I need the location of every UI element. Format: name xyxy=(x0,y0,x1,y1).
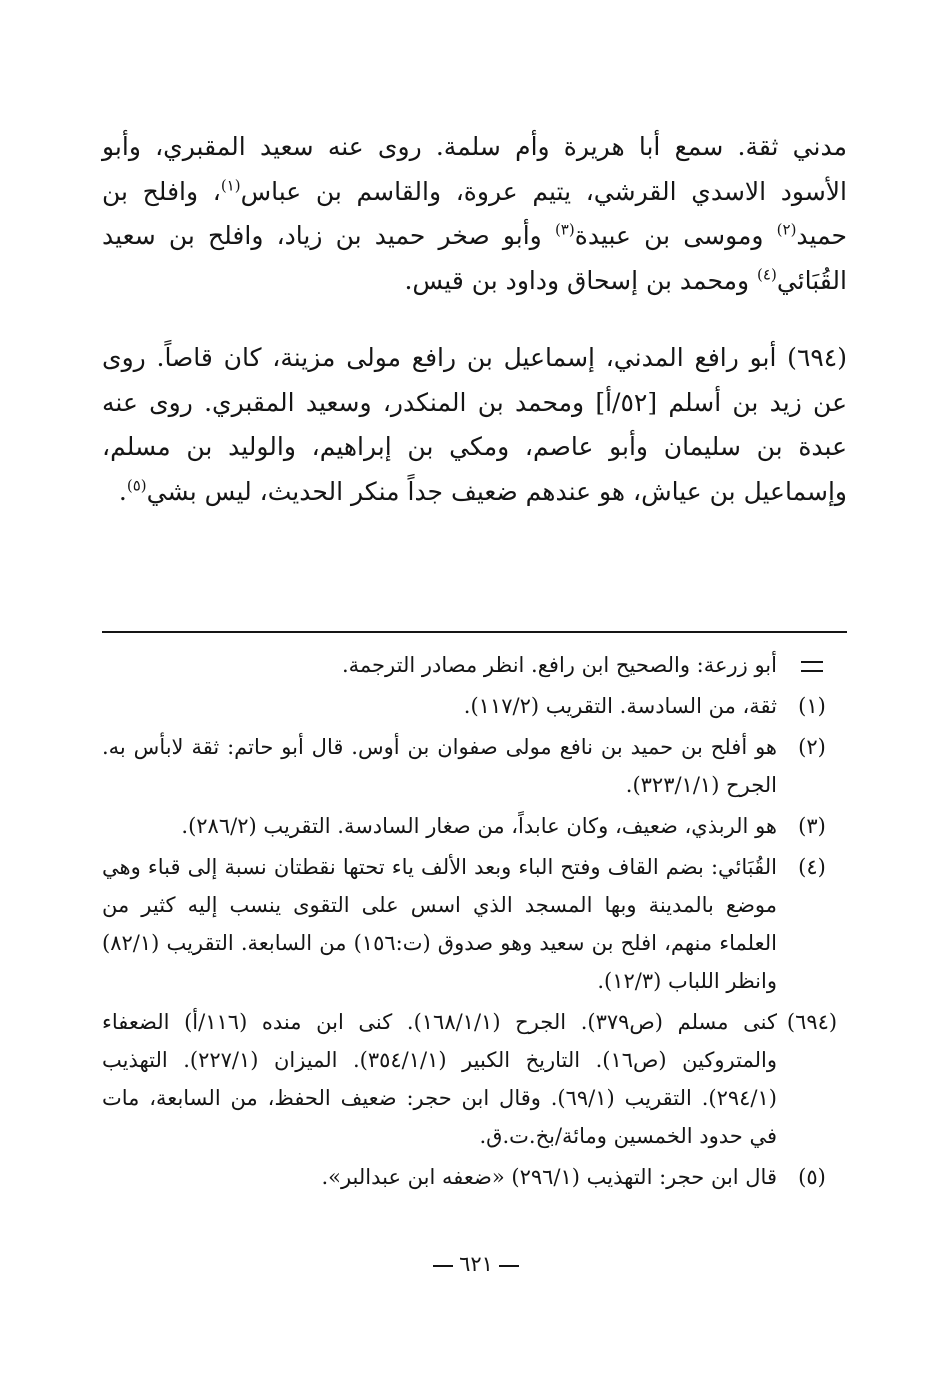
footnote-ref: (٥) xyxy=(126,476,147,495)
footnote-text: هو الربذي، ضعيف، وكان عابداً، من صغار السادسة. التقريب (٢٨٦/٢). xyxy=(181,814,777,838)
footnote-separator xyxy=(102,631,847,633)
footnote-item xyxy=(102,848,847,1000)
footnote-text: كنى مسلم (ص٣٧٩). الجرح (١٦٨/١/١). كنى ابن منده (١١٦/أ) الضعفاء والمتروكين (ص١٦). التاريخ الكبير (٣٥٤/١/١). الميزان (٢٢٧/١). التهذيب (٢٩٤/١). التقريب (٦٩/١). وقال ابن حجر: ضعيف الحفظ، من السابعة، مات في حدود الخمسين ومائة/بخ.ت.ق. xyxy=(102,1010,778,1148)
footnote-number: (٥) xyxy=(798,1165,826,1189)
text-run: . xyxy=(118,476,127,506)
dash-right xyxy=(433,1265,453,1267)
continuation-mark xyxy=(777,646,847,684)
dash-left xyxy=(499,1265,519,1267)
footnote-ref: (٣) xyxy=(554,220,575,239)
footnote-number: (٢) xyxy=(798,735,826,759)
footnote-number: (٦٩٤) xyxy=(786,1010,838,1034)
page-number xyxy=(0,1252,952,1276)
page-number-value: ٦٢١ xyxy=(459,1252,493,1276)
footnote-number: (١) xyxy=(798,694,826,718)
footnote-item xyxy=(102,1003,847,1155)
paragraph-entry-694 xyxy=(102,336,847,514)
footnote-ref: (٢) xyxy=(776,220,797,239)
footnote-item xyxy=(102,646,847,684)
text-run: (٦٩٤) أبو رافع المدني، إسماعيل بن رافع مولى مزينة، كان قاصاً. روى عن زيد بن أسلم [٥٢/أ] ومحمد بن المنكدر، وسعيد المقبري. روى عنه عبدة بن سليمان وأبو عاصم، ومكي بن إبراهيم، والوليد بن مسلم، وإسماعيل بن عياش، هو عندهم ضعيف جداً منكر الحديث، ليس بشي xyxy=(102,343,847,506)
paragraph-entry-continuation xyxy=(102,125,847,303)
footnote-text: قال ابن حجر: التهذيب (٢٩٦/١) «ضعفه ابن عبدالبر». xyxy=(321,1165,777,1189)
footnote-item xyxy=(102,1158,847,1196)
footnote-item xyxy=(102,807,847,845)
footnote-ref: (١) xyxy=(220,176,241,195)
footnote-number: (٤) xyxy=(798,855,826,879)
footnote-text: القُبَائي: بضم القاف وفتح الباء وبعد الألف ياء تحتها نقطتان نسبة إلى قباء وهي موضع بالمدينة وبها المسجد الذي اسس على التقوى ينسب إليه كثير من العلماء منهم، افلح بن سعيد وهو صدوق (ت:١٥٦) من السابعة. التقريب (٨٢/١) وانظر اللباب (١٢/٣). xyxy=(102,855,777,993)
footnote-text: أبو زرعة: والصحيح ابن رافع. انظر مصادر الترجمة. xyxy=(341,653,777,677)
footnotes xyxy=(102,646,847,1199)
footnote-item xyxy=(102,687,847,725)
text-run: وأبو صخر حميد بن زياد، وافلح بن سعيد القُبَائي xyxy=(102,221,847,295)
text-run: ، وافلح بن حميد xyxy=(102,176,847,250)
text-run: ومحمد بن إسحاق وداود بن قيس. xyxy=(404,265,758,295)
footnote-ref: (٤) xyxy=(757,265,777,284)
equals-icon xyxy=(801,661,823,672)
footnote-item xyxy=(102,728,847,804)
footnote-text: هو أفلح بن حميد بن نافع مولى صفوان بن أوس. قال أبو حاتم: ثقة لابأس به. الجرح (٣٢٣/١/١). xyxy=(102,735,777,797)
text-run: وموسى بن عبيدة xyxy=(574,221,777,250)
footnote-text: ثقة، من السادسة. التقريب (١١٧/٢). xyxy=(463,694,777,718)
text-run: مدني ثقة. سمع أبا هريرة وأم سلمة. روى عنه سعيد المقبري، وأبو الأسود الاسدي القرشي، يتيم عروة، والقاسم بن عباس xyxy=(102,132,847,206)
footnote-number: (٣) xyxy=(798,814,826,838)
